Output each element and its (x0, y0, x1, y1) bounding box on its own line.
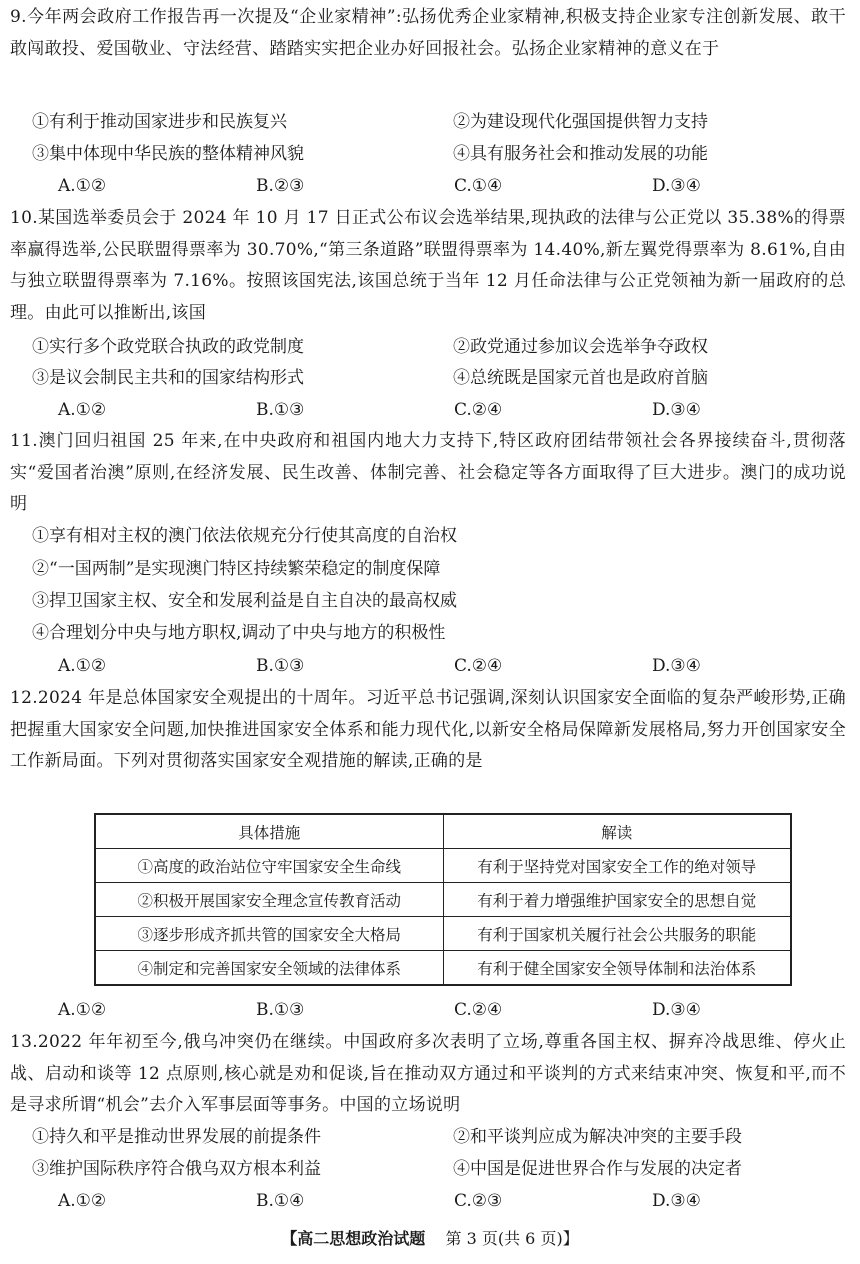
q11-option-4: ④合理划分中央与地方职权,调动了中央与地方的积极性 (32, 623, 446, 643)
q11-option-1: ①享有相对主权的澳门依法依规充分行使其高度的自治权 (32, 526, 457, 546)
q9-stem: 9.今年两会政府工作报告再一次提及“企业家精神”:弘扬优秀企业家精神,积极支持企业家专注创新发展、敢干敢闯敢投、爱国敬业、守法经营、踏踏实实把企业办好回报社会。弘扬企业家精神的意义在于 (10, 7, 846, 59)
q10-stem: 10.某国选举委员会于 2024 年 10 月 17 日正式公布议会选举结果,现执政的法律与公正党以 35.38%的得票率赢得选举,公民联盟得票率为 30.70%,“第三条道路”联盟得票率为 14.40%,新左翼党得票率为 8.61%,自由与独立联盟得票率为 7.16%。按照该国宪法,该国总统于当年 12 月任命法律与公正党领袖为新一届政府的总理。由此可以推断出,该国 (10, 208, 846, 323)
q13-option-3: ③维护国际秩序符合俄乌双方根本利益 (32, 1159, 321, 1179)
q11-choice-c: C.②④ (454, 656, 503, 676)
q11-choice-b: B.①③ (256, 656, 305, 676)
q10-choice-a: A.①② (58, 400, 107, 420)
q9-choice-b: B.②③ (256, 176, 305, 196)
table-cell-measure: ④制定和完善国家安全领域的法律体系 (95, 951, 443, 986)
table-header-measures: 具体措施 (95, 814, 443, 849)
page-footer (0, 1226, 860, 1249)
q13-choice-a: A.①② (58, 1191, 107, 1211)
q9-option-2: ②为建设现代化强国提供智力支持 (453, 112, 708, 132)
q10-option-2: ②政党通过参加议会选举争夺政权 (453, 337, 708, 357)
q9-choice-d: D.③④ (652, 176, 701, 196)
q11-choice-d: D.③④ (652, 656, 701, 676)
table-cell-interpretation: 有利于国家机关履行社会公共服务的职能 (443, 917, 791, 951)
security-measures-table (94, 813, 792, 986)
table-row (95, 917, 791, 951)
q13-stem: 13.2022 年年初至今,俄乌冲突仍在继续。中国政府多次表明了立场,尊重各国主权、摒弃冷战思维、停火止战、启动和谈等 12 点原则,核心就是劝和促谈,旨在推动双方通过和平谈判的方式来结束冲突、恢复和平,而不是寻求所谓“机会”去介入军事层面等事务。中国的立场说明 (10, 1032, 846, 1115)
footer-page-number: 第 3 页(共 6 页)】 (445, 1229, 579, 1248)
q11-stem: 11.澳门回归祖国 25 年来,在中央政府和祖国内地大力支持下,特区政府团结带领社会各界接续奋斗,贯彻落实“爱国者治澳”原则,在经济发展、民生改善、体制完善、社会稳定等各方面取得了巨大进步。澳门的成功说明 (10, 431, 846, 514)
footer-title: 【高二思想政治试题 (281, 1229, 426, 1248)
q13-option-4: ④中国是促进世界合作与发展的决定者 (453, 1159, 742, 1179)
table-header-interpretation: 解读 (443, 814, 791, 849)
q10-option-1: ①实行多个政党联合执政的政党制度 (32, 337, 304, 357)
q13-option-2: ②和平谈判应成为解决冲突的主要手段 (453, 1127, 742, 1147)
table-row (95, 883, 791, 917)
q10-choice-d: D.③④ (652, 400, 701, 420)
table-cell-measure: ①高度的政治站位守牢国家安全生命线 (95, 849, 443, 883)
q12-choice-a: A.①② (58, 1000, 107, 1020)
table-cell-measure: ②积极开展国家安全理念宣传教育活动 (95, 883, 443, 917)
q13-option-1: ①持久和平是推动世界发展的前提条件 (32, 1127, 321, 1147)
q9-choice-a: A.①② (58, 176, 107, 196)
q13-choice-b: B.①④ (256, 1191, 305, 1211)
q11-option-3: ③捍卫国家主权、安全和发展利益是自主自决的最高权威 (32, 591, 457, 611)
table-cell-interpretation: 有利于坚持党对国家安全工作的绝对领导 (443, 849, 791, 883)
table-cell-measure: ③逐步形成齐抓共管的国家安全大格局 (95, 917, 443, 951)
q11-choice-a: A.①② (58, 656, 107, 676)
table-header-row (95, 814, 791, 849)
q12-stem: 12.2024 年是总体国家安全观提出的十周年。习近平总书记强调,深刻认识国家安全面临的复杂严峻形势,正确把握重大国家安全问题,加快推进国家安全体系和能力现代化,以新安全格局保障新发展格局,努力开创国家安全工作新局面。下列对贯彻落实国家安全观措施的解读,正确的是 (10, 688, 846, 771)
q10-choice-b: B.①③ (256, 400, 305, 420)
table-cell-interpretation: 有利于健全国家安全领导体制和法治体系 (443, 951, 791, 986)
q13-choice-c: C.②③ (454, 1191, 503, 1211)
q9-choice-c: C.①④ (454, 176, 503, 196)
table-row (95, 849, 791, 883)
q10-choice-c: C.②④ (454, 400, 503, 420)
q12-choice-c: C.②④ (454, 1000, 503, 1020)
table-cell-interpretation: 有利于着力增强维护国家安全的思想自觉 (443, 883, 791, 917)
q9-option-3: ③集中体现中华民族的整体精神风貌 (32, 144, 304, 164)
table-row (95, 951, 791, 986)
q9-option-4: ④具有服务社会和推动发展的功能 (453, 144, 708, 164)
q12-choice-b: B.①③ (256, 1000, 305, 1020)
q9-option-1: ①有利于推动国家进步和民族复兴 (32, 112, 287, 132)
q11-option-2: ②“一国两制”是实现澳门特区持续繁荣稳定的制度保障 (32, 559, 441, 579)
q10-option-4: ④总统既是国家元首也是政府首脑 (453, 368, 708, 388)
q12-choice-d: D.③④ (652, 1000, 701, 1020)
q13-choice-d: D.③④ (652, 1191, 701, 1211)
q10-option-3: ③是议会制民主共和的国家结构形式 (32, 368, 304, 388)
